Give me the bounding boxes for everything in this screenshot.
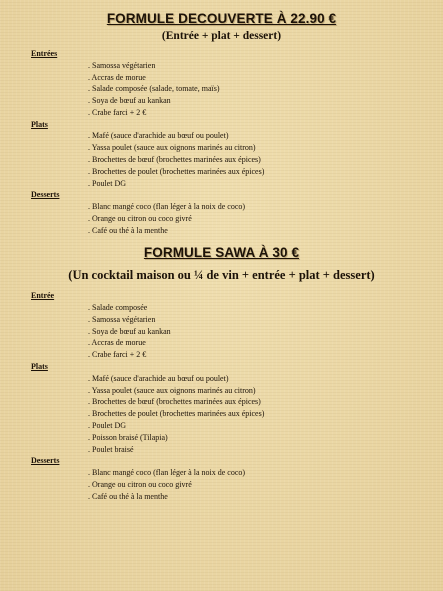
menu-item: . Blanc mangé coco (flan léger à la noix de coco) [88,202,246,211]
menu-item: . Mafé (sauce d'arachide au bœuf ou poulet) [88,374,229,383]
section-plats: Plats [31,120,48,129]
menu-item: . Poulet DG [88,421,126,430]
menu-item: . Brochettes de poulet (brochettes marinées aux épices) [88,409,265,418]
menu-item: . Accras de morue [88,338,146,347]
menu-item: . Poisson braisé (Tilapia) [88,433,168,442]
menu-item: . Accras de morue [88,73,146,82]
menu-item: . Soya de bœuf au kankan [88,327,171,336]
menu-item: . Brochettes de bœuf (brochettes marinées aux épices) [88,397,261,406]
menu-item: . Samossa végétarien [88,61,156,70]
menu-item: . Crabe farci + 2 € [88,108,147,117]
menu-item: . Salade composée (salade, tomate, maïs) [88,84,220,93]
menu-item: . Brochettes de bœuf (brochettes marinées aux épices) [88,155,261,164]
menu-item: . Soya de bœuf au kankan [88,96,171,105]
menu-item: . Brochettes de poulet (brochettes marinées aux épices) [88,167,265,176]
menu-item: . Blanc mangé coco (flan léger à la noix de coco) [88,468,246,477]
formule-sawa-title: FORMULE SAWA À 30 € [143,245,300,260]
menu-item: . Samossa végétarien [88,315,156,324]
section-entrees: Entrées [31,49,58,58]
formule-decouverte-subtitle: (Entrée + plat + dessert) [161,30,282,42]
formule-decouverte-title: FORMULE DECOUVERTE À 22.90 € [106,11,337,26]
menu-item: . Poulet DG [88,179,126,188]
menu-item: . Salade composée [88,303,148,312]
menu-item: . Yassa poulet (sauce aux oignons marinés au citron) [88,386,256,395]
menu-item: . Crabe farci + 2 € [88,350,147,359]
menu-item: . Mafé (sauce d'arachide au bœuf ou poulet) [88,131,229,140]
menu-item: . Orange ou citron ou coco givré [88,214,192,223]
menu-item: . Café ou thé à la menthe [88,492,168,501]
section-plats: Plats [31,362,48,371]
section-desserts: Desserts [31,456,60,465]
menu-item: . Orange ou citron ou coco givré [88,480,192,489]
menu-item: . Café ou thé à la menthe [88,226,168,235]
menu-item: . Poulet braisé [88,445,134,454]
menu-item: . Yassa poulet (sauce aux oignons marinés au citron) [88,143,256,152]
section-entree: Entrée [31,291,55,300]
section-desserts: Desserts [31,190,60,199]
formule-sawa-subtitle: (Un cocktail maison ou ¼ de vin + entrée + plat + dessert) [68,268,375,282]
